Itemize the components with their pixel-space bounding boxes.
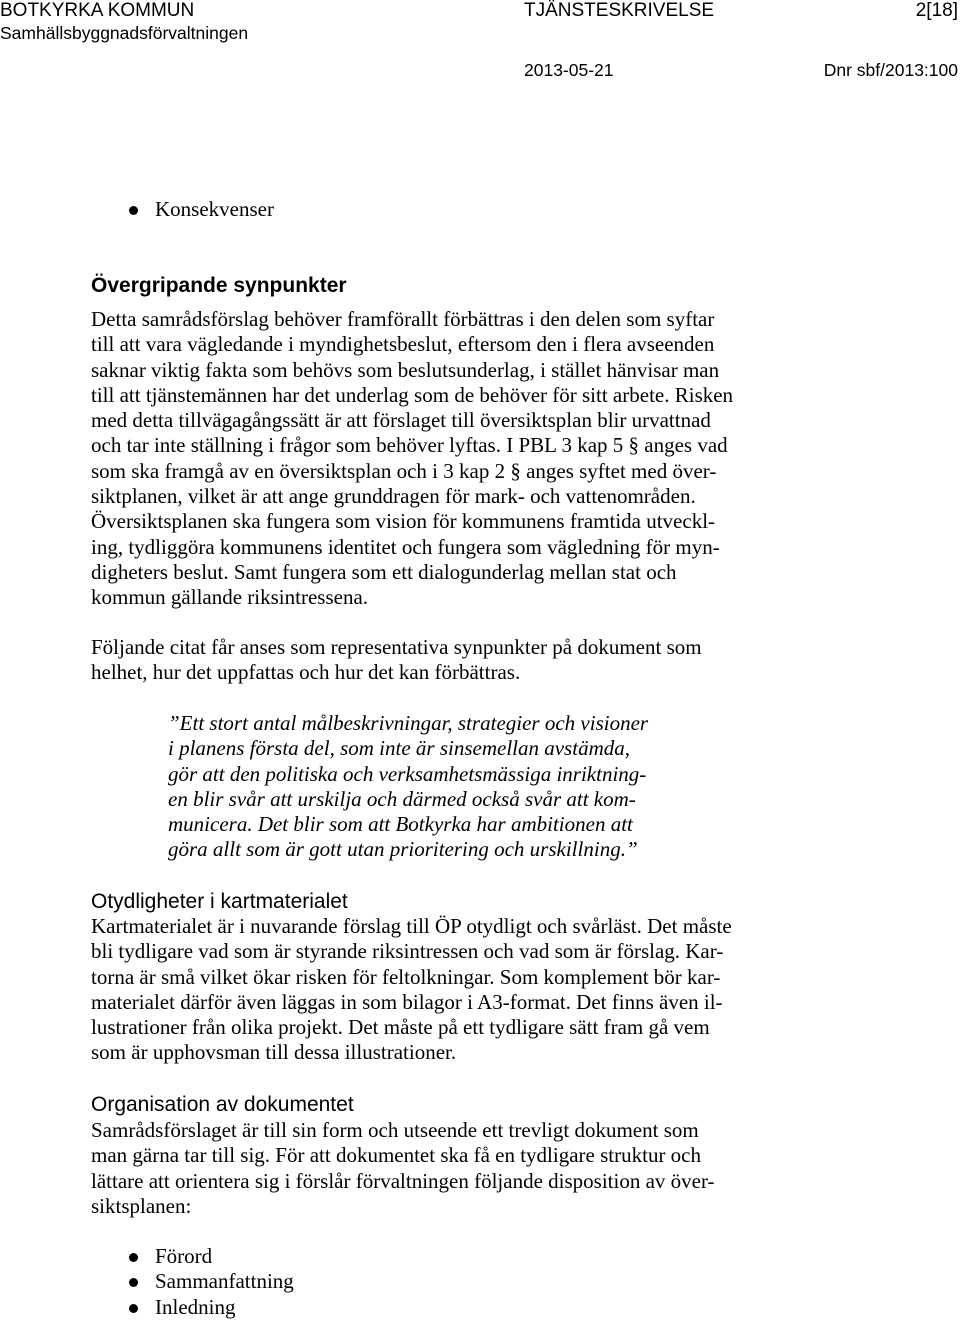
paragraph-line: man gärna tar till sig. För att dokumentet ska få en tydligare struktur och xyxy=(91,1143,702,1168)
page-indicator: 2[18] xyxy=(915,0,958,21)
maps-paragraph xyxy=(91,914,732,1066)
paragraph-line: siktplanen, vilket är att ange grunddragen för mark- och vattenområden. xyxy=(91,484,696,509)
list-item-text: Förord xyxy=(155,1244,213,1268)
overview-paragraph xyxy=(91,307,733,611)
list-item xyxy=(0,197,960,222)
paragraph-line: Följande citat får anses som representativa synpunkter på dokument som xyxy=(91,635,702,659)
paragraph-line: kommun gällande riksintressena. xyxy=(91,585,369,610)
paragraph-line: lättare att orientera sig i förslår förvaltningen följande disposition av över- xyxy=(91,1168,715,1193)
section-heading-overview: Övergripande synpunkter xyxy=(91,274,347,297)
paragraph-line: med detta tillvägagångssätt är att förslaget till översiktsplan blir urvattnad xyxy=(91,408,711,433)
paragraph-line: Detta samrådsförslag behöver framförallt förbättras i den delen som syftar xyxy=(91,307,715,331)
followup-paragraph xyxy=(91,635,702,686)
bullet-icon xyxy=(129,1253,138,1262)
list-item-text: Sammanfattning xyxy=(155,1269,294,1294)
quote-line: municera. Det blir som att Botkyrka har ambitionen att xyxy=(168,812,633,837)
list-item xyxy=(0,1269,960,1294)
quote-line: en blir svår att urskilja och därmed också svår att kom- xyxy=(168,786,636,811)
paragraph-line: torna är små vilket ökar risken för feltolkningar. Som komplement bör kar- xyxy=(91,964,721,989)
paragraph-line: Översiktsplanen ska fungera som vision för kommunens framtida utveckl- xyxy=(91,509,716,534)
department-name: Samhällsbyggnadsförvaltningen xyxy=(0,23,249,43)
paragraph-line: som ska framgå av en översiktsplan och i 3 kap 2 § anges syftet med över- xyxy=(91,458,717,483)
quote-line: ”Ett stort antal målbeskrivningar, strategier och visioner xyxy=(168,711,649,735)
paragraph-line: ing, tydliggöra kommunens identitet och fungera som vägledning för myn- xyxy=(91,534,720,559)
paragraph-line: digheters beslut. Samt fungera som ett dialogunderlag mellan stat och xyxy=(91,559,677,584)
quote-line: gör att den politiska och verksamhetsmässiga inriktning- xyxy=(168,761,647,786)
paragraph-line: siktsplanen: xyxy=(91,1193,192,1218)
block-quote xyxy=(168,711,648,863)
document-date: 2013-05-21 xyxy=(524,60,614,80)
organization-name: BOTKYRKA KOMMUN xyxy=(0,0,195,21)
list-item xyxy=(0,1295,960,1320)
paragraph-line: till att vara vägledande i myndighetsbeslut, eftersom den i flera avseenden xyxy=(91,332,715,357)
paragraph-line: Samrådsförslaget är till sin form och utseende ett trevligt dokument som xyxy=(91,1118,699,1142)
paragraph-line: helhet, hur det uppfattas och hur det kan förbättras. xyxy=(91,660,521,685)
quote-line: i planens första del, som inte är sinsemellan avstämda, xyxy=(168,736,630,761)
document-type: TJÄNSTESKRIVELSE xyxy=(524,0,715,21)
top-bullet-list xyxy=(0,197,960,222)
quote-line: göra allt som är gott utan prioritering och urskillning.” xyxy=(168,837,638,862)
paragraph-line: och tar inte ställning i frågor som behöver lyftas. I PBL 3 kap 5 § anges vad xyxy=(91,433,728,458)
document-structure-paragraph xyxy=(91,1118,715,1219)
paragraph-line: lustrationer från olika projekt. Det måste på ett tydligare sätt fram gå vem xyxy=(91,1015,710,1040)
registration-number: Dnr sbf/2013:100 xyxy=(823,60,958,80)
list-item xyxy=(0,1244,960,1269)
paragraph-line: materialet därför även läggas in som bilagor i A3-format. Det finns även il- xyxy=(91,989,723,1014)
bullet-icon xyxy=(129,1304,138,1313)
proposed-outline-list xyxy=(0,1244,960,1320)
list-item-text: Konsekvenser xyxy=(155,197,274,221)
list-item-text: Inledning xyxy=(155,1294,236,1319)
bullet-icon xyxy=(129,1278,138,1287)
paragraph-line: saknar viktig fakta som behövs som beslutsunderlag, i stället hänvisar man xyxy=(91,357,720,382)
paragraph-line: Kartmaterialet är i nuvarande förslag till ÖP otydligt och svårläst. Det måste xyxy=(91,914,732,938)
paragraph-line: bli tydligare vad som är styrande riksintressen och vad som är förslag. Kar- xyxy=(91,939,724,964)
paragraph-line: som är upphovsman till dessa illustrationer. xyxy=(91,1040,457,1065)
section-heading-document-structure: Organisation av dokumentet xyxy=(91,1093,354,1116)
section-heading-maps: Otydligheter i kartmaterialet xyxy=(91,890,348,913)
bullet-icon xyxy=(129,206,138,215)
paragraph-line: till att tjänstemännen har det underlag som de behöver för sitt arbete. Risken xyxy=(91,382,734,407)
